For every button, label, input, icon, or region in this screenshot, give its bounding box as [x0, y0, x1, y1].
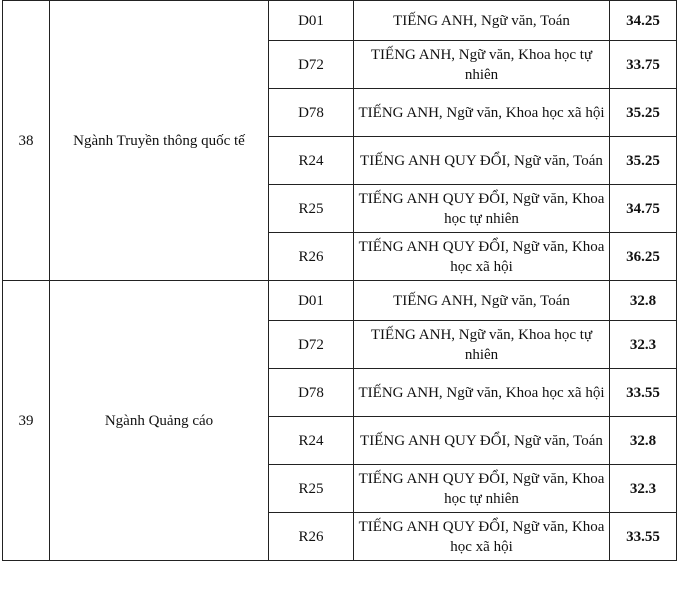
cutoff-score: 33.55 [610, 369, 677, 417]
subject-combination: TIẾNG ANH QUY ĐỔI, Ngữ văn, Khoa học tự nhiên [354, 185, 610, 233]
row-number: 38 [3, 1, 50, 281]
subject-combination: TIẾNG ANH, Ngữ văn, Toán [354, 1, 610, 41]
table-row [3, 1, 677, 41]
subject-combination: TIẾNG ANH QUY ĐỔI, Ngữ văn, Khoa học tự nhiên [354, 465, 610, 513]
subject-combination: TIẾNG ANH, Ngữ văn, Toán [354, 281, 610, 321]
combination-code: D78 [269, 89, 354, 137]
combination-code: D01 [269, 281, 354, 321]
combination-code: R24 [269, 137, 354, 185]
cutoff-score: 32.8 [610, 281, 677, 321]
cutoff-score: 35.25 [610, 137, 677, 185]
cutoff-score: 34.25 [610, 1, 677, 41]
subject-combination: TIẾNG ANH QUY ĐỔI, Ngữ văn, Toán [354, 417, 610, 465]
cutoff-score: 35.25 [610, 89, 677, 137]
combination-code: R25 [269, 465, 354, 513]
combination-code: R24 [269, 417, 354, 465]
combination-code: D01 [269, 1, 354, 41]
table-row [3, 281, 677, 321]
cutoff-score: 34.75 [610, 185, 677, 233]
major-name: Ngành Quảng cáo [50, 281, 269, 561]
combination-code: R26 [269, 513, 354, 561]
combination-code: D72 [269, 41, 354, 89]
subject-combination: TIẾNG ANH, Ngữ văn, Khoa học xã hội [354, 369, 610, 417]
combination-code: D78 [269, 369, 354, 417]
cutoff-score: 33.55 [610, 513, 677, 561]
cutoff-score: 32.3 [610, 465, 677, 513]
subject-combination: TIẾNG ANH QUY ĐỔI, Ngữ văn, Khoa học xã hội [354, 513, 610, 561]
row-number: 39 [3, 281, 50, 561]
subject-combination: TIẾNG ANH QUY ĐỔI, Ngữ văn, Toán [354, 137, 610, 185]
major-name: Ngành Truyền thông quốc tế [50, 1, 269, 281]
cutoff-score: 32.8 [610, 417, 677, 465]
cutoff-score: 33.75 [610, 41, 677, 89]
subject-combination: TIẾNG ANH, Ngữ văn, Khoa học tự nhiên [354, 321, 610, 369]
combination-code: R25 [269, 185, 354, 233]
combination-code: D72 [269, 321, 354, 369]
admission-scores-table [2, 0, 677, 561]
subject-combination: TIẾNG ANH, Ngữ văn, Khoa học xã hội [354, 89, 610, 137]
subject-combination: TIẾNG ANH QUY ĐỔI, Ngữ văn, Khoa học xã hội [354, 233, 610, 281]
combination-code: R26 [269, 233, 354, 281]
cutoff-score: 36.25 [610, 233, 677, 281]
subject-combination: TIẾNG ANH, Ngữ văn, Khoa học tự nhiên [354, 41, 610, 89]
cutoff-score: 32.3 [610, 321, 677, 369]
